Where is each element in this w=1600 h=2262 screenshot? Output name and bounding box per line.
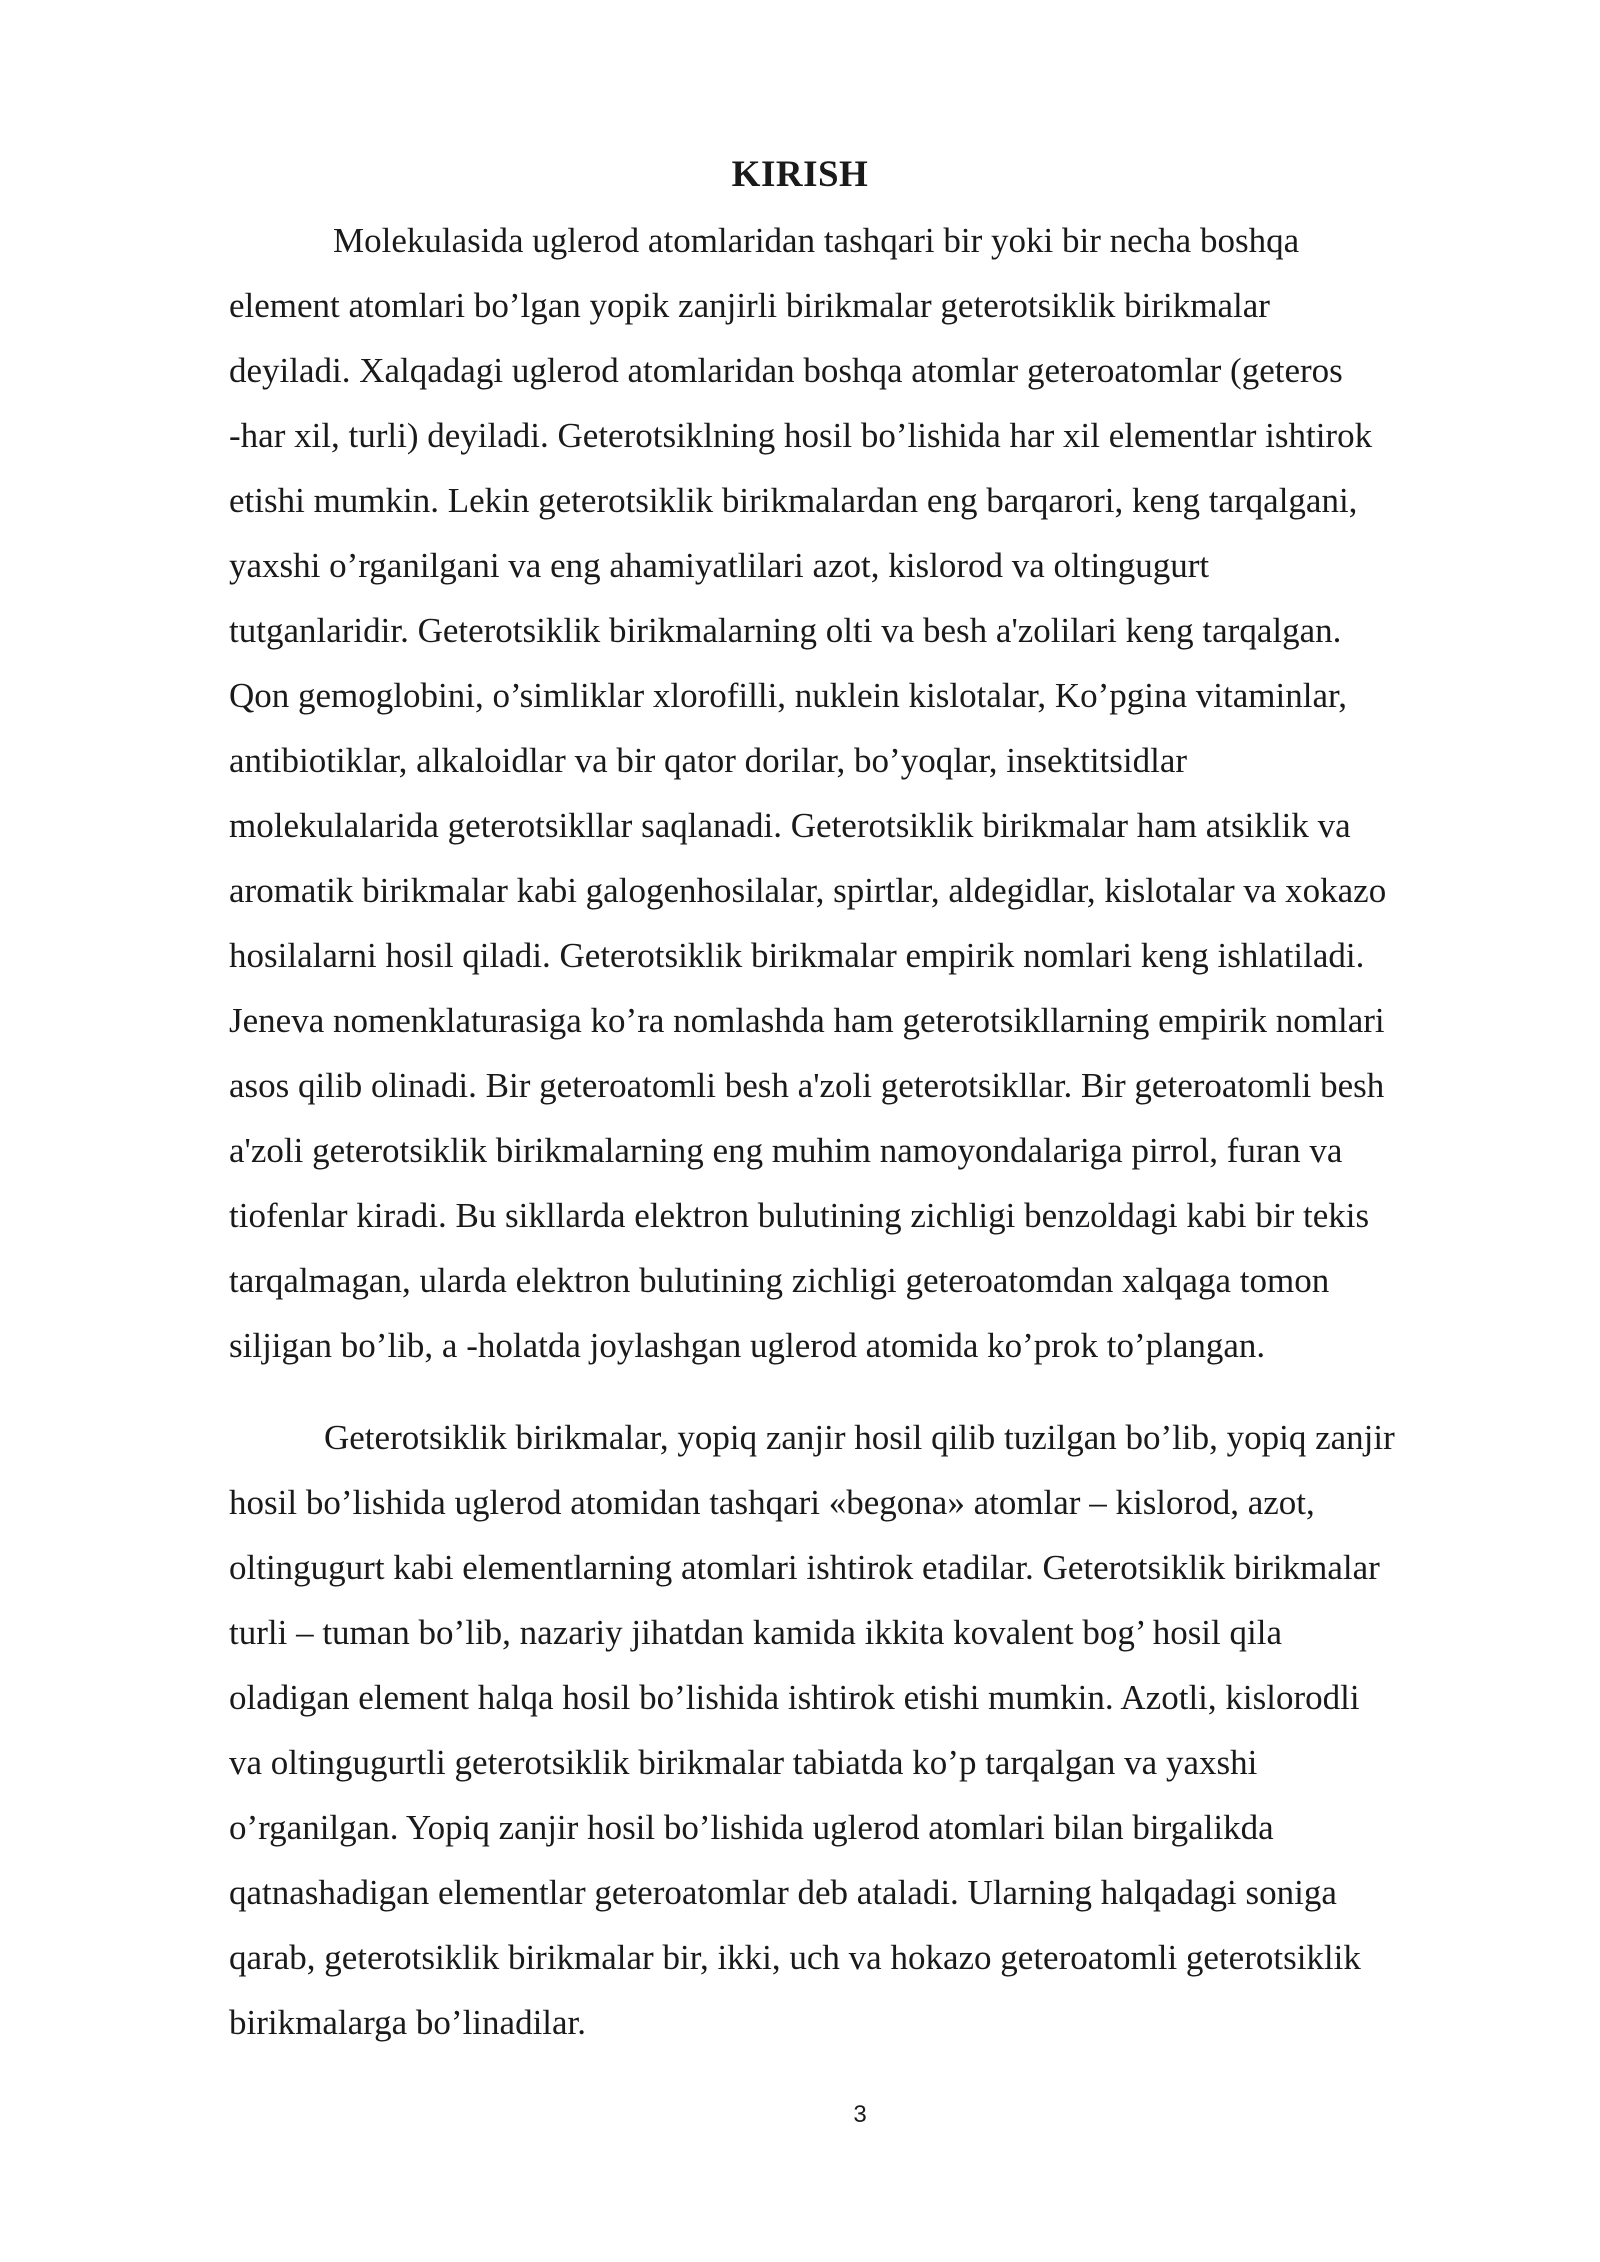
text-line: element atomlari bo’lgan yopik zanjirli birikmalar geterotsiklik birikmalar xyxy=(229,286,1270,325)
paragraph-classification xyxy=(229,1405,1479,2055)
text-line: hosilalarni hosil qiladi. Geterotsiklik birikmalar empirik nomlari keng ishlatiladi. xyxy=(229,936,1365,975)
text-line: tiofenlar kiradi. Bu sikllarda elektron bulutining zichligi benzoldagi kabi bir tekis xyxy=(229,1196,1370,1235)
text-line: Geterotsiklik birikmalar, yopiq zanjir hosil qilib tuzilgan bo’lib, yopiq zanjir xyxy=(324,1418,1395,1457)
text-line: siljigan bo’lib, a -holatda joylashgan uglerod atomida ko’prok to’plangan. xyxy=(229,1326,1266,1365)
text-line: qarab, geterotsiklik birikmalar bir, ikki, uch va hokazo geteroatomli geterotsiklik xyxy=(229,1938,1361,1977)
text-line: molekulalarida geterotsikllar saqlanadi. Geterotsiklik birikmalar ham atsiklik va xyxy=(229,806,1351,845)
page-number: 3 xyxy=(853,2101,867,2128)
text-line: o’rganilgan. Yopiq zanjir hosil bo’lishida uglerod atomlari bilan birgalikda xyxy=(229,1808,1274,1847)
text-line: birikmalarga bo’linadilar. xyxy=(229,2003,587,2042)
text-line: oladigan element halqa hosil bo’lishida ishtirok etishi mumkin. Azotli, kislorodli xyxy=(229,1678,1360,1717)
text-line: turli – tuman bo’lib, nazariy jihatdan kamida ikkita kovalent bog’ hosil qila xyxy=(229,1613,1282,1652)
text-line: deyiladi. Xalqadagi uglerod atomlaridan boshqa atomlar geteroatomlar (geteros xyxy=(229,351,1343,390)
paragraph-introduction xyxy=(229,208,1479,1378)
text-line: va oltingugurtli geterotsiklik birikmalar tabiatda ko’p tarqalgan va yaxshi xyxy=(229,1743,1258,1782)
text-line: Molekulasida uglerod atomlaridan tashqari bir yoki bir necha boshqa xyxy=(333,221,1300,260)
text-line: tarqalmagan, ularda elektron bulutining zichligi geteroatomdan xalqaga tomon xyxy=(229,1261,1330,1300)
page-title: KIRISH xyxy=(731,154,869,195)
text-line: a'zoli geterotsiklik birikmalarning eng muhim namoyondalariga pirrol, furan va xyxy=(229,1131,1343,1170)
text-line: yaxshi o’rganilgani va eng ahamiyatlilari azot, kislorod va oltingugurt xyxy=(229,546,1210,585)
text-line: qatnashadigan elementlar geteroatomlar deb ataladi. Ularning halqadagi soniga xyxy=(229,1873,1337,1912)
text-line: Jeneva nomenklaturasiga ko’ra nomlashda ham geterotsikllarning empirik nomlari xyxy=(229,1001,1385,1040)
text-line: -har xil, turli) deyiladi. Geterotsiklning hosil bo’lishida har xil elementlar ishtirok xyxy=(229,416,1373,455)
text-line: aromatik birikmalar kabi galogenhosilalar, spirtlar, aldegidlar, kislotalar va xokazo xyxy=(229,871,1387,910)
text-line: asos qilib olinadi. Bir geteroatomli besh a'zoli geterotsikllar. Bir geteroatomli besh xyxy=(229,1066,1385,1105)
text-line: antibiotiklar, alkaloidlar va bir qator dorilar, bo’yoqlar, insektitsidlar xyxy=(229,741,1188,780)
text-line: Qon gemoglobini, o’simliklar xlorofilli, nuklein kislotalar, Ko’pgina vitaminlar, xyxy=(229,676,1348,715)
text-line: oltingugurt kabi elementlarning atomlari ishtirok etadilar. Geterotsiklik birikmalar xyxy=(229,1548,1380,1587)
text-line: tutganlaridir. Geterotsiklik birikmalarning olti va besh a'zolilari keng tarqalgan. xyxy=(229,611,1342,650)
text-line: etishi mumkin. Lekin geterotsiklik birikmalardan eng barqarori, keng tarqalgani, xyxy=(229,481,1358,520)
text-line: hosil bo’lishida uglerod atomidan tashqari «begona» atomlar – kislorod, azot, xyxy=(229,1483,1315,1522)
